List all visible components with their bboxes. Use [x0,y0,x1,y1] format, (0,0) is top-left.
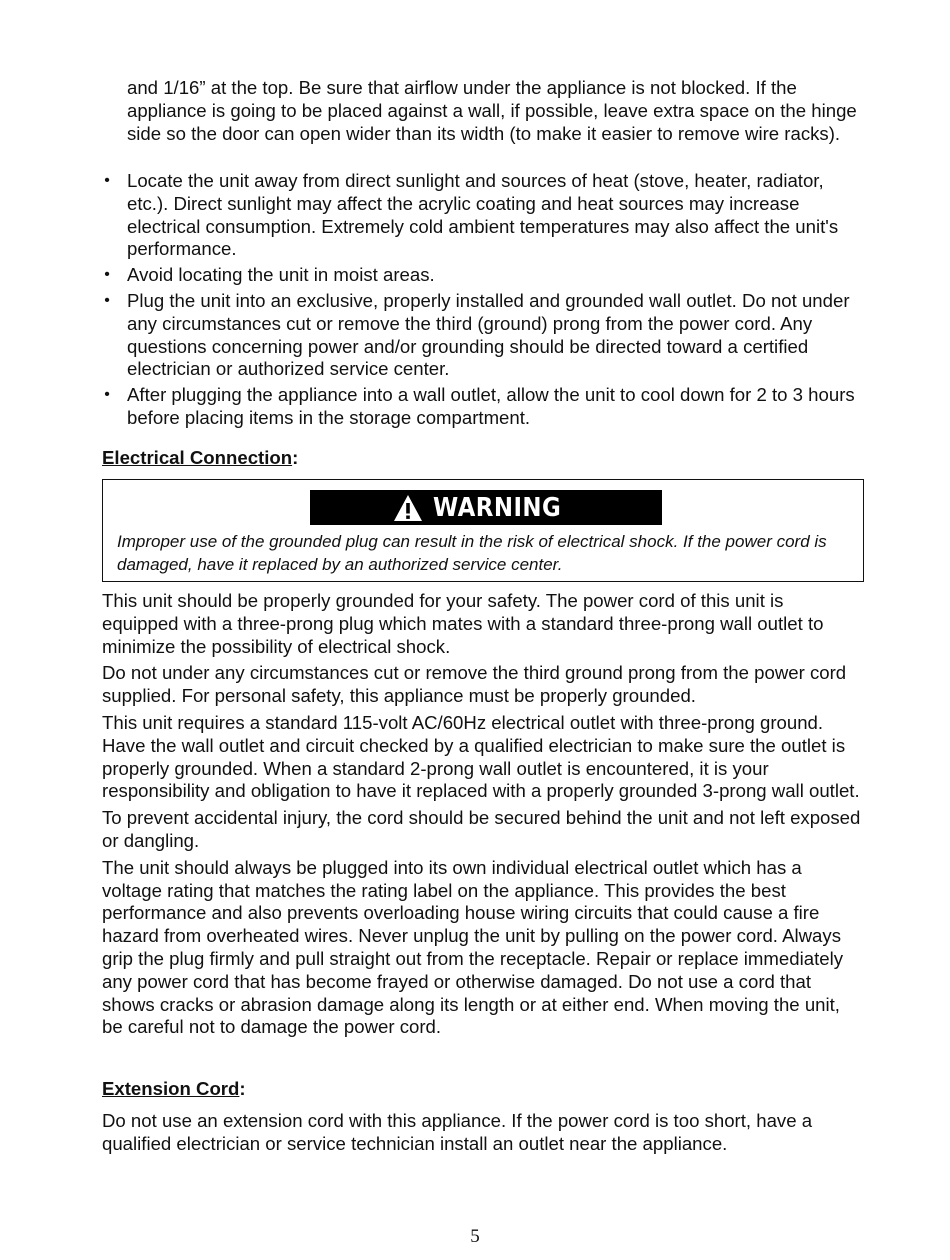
list-item [102,290,862,381]
warning-triangle-icon [393,494,423,522]
bullet-text: Plug the unit into an exclusive, properly installed and grounded wall outlet. Do not under any circumstances cut or remove the third (ground) prong from the power cord. Any questions concerning power and/or grounding should be directed toward a certified electrician or authorized service center. [127,289,850,380]
list-item [102,384,862,430]
bullet-dot-icon: • [104,386,110,404]
page-number: 5 [470,1226,480,1247]
intro-continuation: and 1/16” at the top. Be sure that airflow under the appliance is not blocked. If the appliance is going to be placed against a wall, if possible, leave extra space on the hinge side so the door can open wider than its width (to make it easier to remove wire racks). [127,77,857,144]
extension-cord-paragraph-block [102,1110,862,1160]
installation-bullet-list [102,170,862,433]
bullet-text: Avoid locating the unit in moist areas. [127,264,435,286]
paragraph: The unit should always be plugged into its own individual electrical outlet which has a voltage rating that matches the rating label on the appliance. This provides the best performance and also prevents overloading house wiring circuits that could cause a fire hazard from overheated wires. Never unplug the unit by pulling on the power cord. Always grip the plug firmly and pull straight out from the receptacle. Repair or replace immediately any power cord that has become frayed or otherwise damaged. Do not use a cord that shows cracks or abrasion damage along its length or at either end. When moving the unit, be careful not to damage the power cord. [102,856,843,1038]
warning-banner [310,490,662,525]
bullet-text: Locate the unit away from direct sunlight and sources of heat (stove, heater, radiator, etc.). Direct sunlight may affect the acrylic coating and heat sources may increase electrical consumption. Extremely cold ambient temperatures may also affect the unit's performance. [127,170,839,260]
electrical-connection-heading [102,447,298,470]
heading-suffix: : [239,1078,246,1099]
extension-cord-heading [102,1078,246,1101]
paragraph: Do not under any circumstances cut or remove the third ground prong from the power cord supplied. For personal safety, this appliance must be properly grounded. [102,662,847,707]
bullet-dot-icon: • [104,266,110,284]
warning-text: Improper use of the grounded plug can result in the risk of electrical shock. If the power cord is damaged, have it replaced by an authorized service center. [117,532,827,574]
bullet-dot-icon: • [104,291,110,309]
bullet-dot-icon: • [104,172,110,189]
heading-text: Electrical Connection [102,447,293,468]
heading-text: Extension Cord [102,1078,240,1099]
electrical-paragraphs [102,590,862,1043]
list-item [102,170,862,261]
heading-suffix: : [292,447,299,468]
bullet-text: After plugging the appliance into a wall outlet, allow the unit to cool down for 2 to 3 hours before placing items in the storage compartment. [127,384,855,428]
list-item [102,264,862,287]
paragraph: This unit should be properly grounded for your safety. The power cord of this unit is equipped with a three-prong plug which mates with a standard three-prong wall outlet to minimize the possibility of electrical shock. [102,590,824,657]
paragraph: To prevent accidental injury, the cord should be secured behind the unit and not left exposed or dangling. [102,807,861,851]
warning-label: WARNING [433,492,562,523]
warning-box [102,479,864,582]
paragraph: This unit requires a standard 115-volt AC/60Hz electrical outlet with three-prong ground. Have the wall outlet and circuit checked by a qualified electrician to make sure the outlet is properly grounded. When a standard 2-prong wall outlet is encountered, it is your responsibility and obligation to have it replaced with a properly grounded 3-prong wall outlet. [102,711,860,802]
paragraph: Do not use an extension cord with this appliance. If the power cord is too short, have a qualified electrician or service technician install an outlet near the appliance. [102,1110,813,1154]
